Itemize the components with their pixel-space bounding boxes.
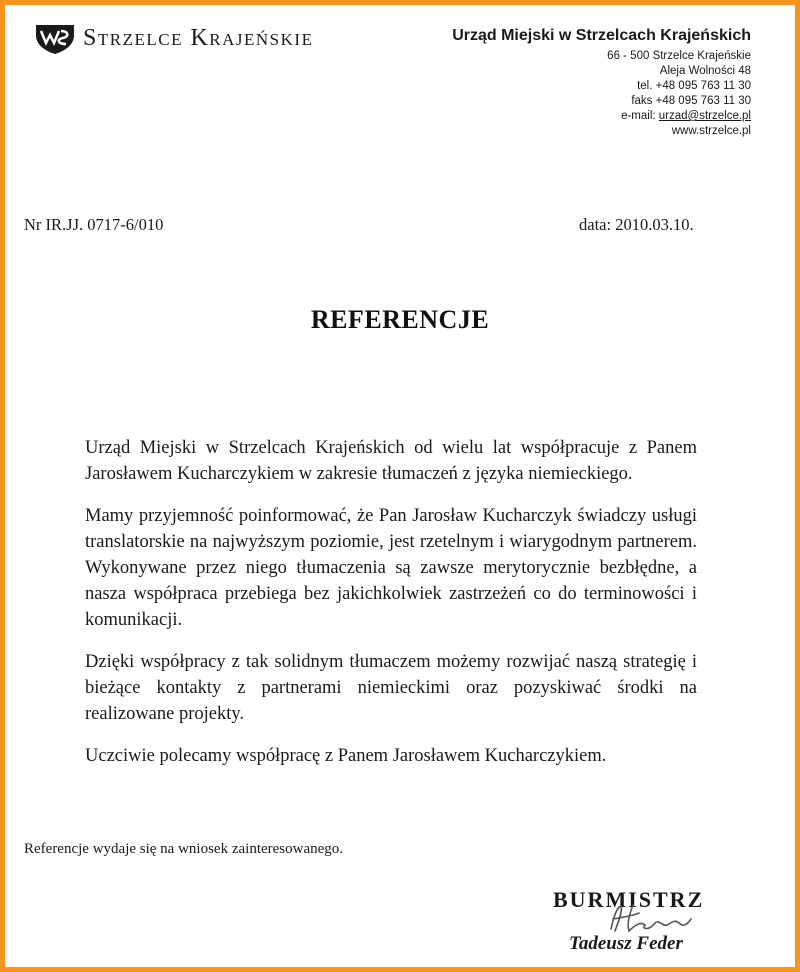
logo-text: Strzelce Krajeńskie: [83, 24, 314, 51]
office-fax: faks +48 095 763 11 30: [631, 95, 751, 107]
paragraph-4: Uczciwie polecamy współpracę z Panem Jarosławem Kucharczykiem.: [85, 746, 607, 766]
document-title: REFERENCJE: [310, 305, 490, 334]
paragraph-2: Mamy przyjemność poinformować, że Pan Jarosław Kucharczyk świadczy usługi translatorskie na najwyższym poziomie, jest rzetelnym i wiarygodnym partnerem. Wykonywane przez niego tłumaczenia są zawsze merytorycznie bezbłędne, a nasza współpraca przebiega bez jakichkolwiek zastrzeżeń co do terminowości i komunikacji.: [85, 506, 697, 630]
office-name: Urząd Miejski w Strzelcach Krajeńskich: [452, 27, 751, 44]
office-street: Aleja Wolności 48: [659, 65, 751, 77]
signatory-name: Tadeusz Feder: [569, 933, 683, 954]
footnote: Referencje wydaje się na wniosek zainteresowanego.: [24, 841, 344, 857]
office-email-label: e-mail:: [621, 110, 656, 122]
office-tel: tel. +48 095 763 11 30: [637, 80, 751, 92]
reference-number: Nr IR.JJ. 0717-6/010: [24, 215, 164, 234]
office-email-line: [452, 109, 751, 124]
town-crest-icon: [33, 21, 77, 55]
office-address-block: [452, 27, 751, 139]
signature-title: BURMISTRZ: [553, 887, 705, 912]
office-website-link[interactable]: www.strzelce.pl: [671, 125, 751, 137]
paragraph-3: Dzięki współpracy z tak solidnym tłumaczem możemy rozwijać naszą strategię i bieżące kontakty z partnerami niemieckimi oraz pozyskiwać środki na realizowane projekty.: [85, 652, 697, 724]
paragraph-1: Urząd Miejski w Strzelcach Krajeńskich od wielu lat współpracuje z Panem Jarosławem Kucharczykiem w zakresie tłumaczeń z języka niemieckiego.: [85, 438, 697, 484]
letterhead-logo: [33, 21, 313, 55]
office-email-link[interactable]: urzad@strzelce.pl: [658, 110, 751, 122]
office-postal: 66 - 500 Strzelce Krajeńskie: [607, 50, 751, 62]
letter-body: [85, 435, 697, 785]
document-date: data: 2010.03.10.: [579, 215, 694, 234]
signature-block: [545, 885, 735, 965]
